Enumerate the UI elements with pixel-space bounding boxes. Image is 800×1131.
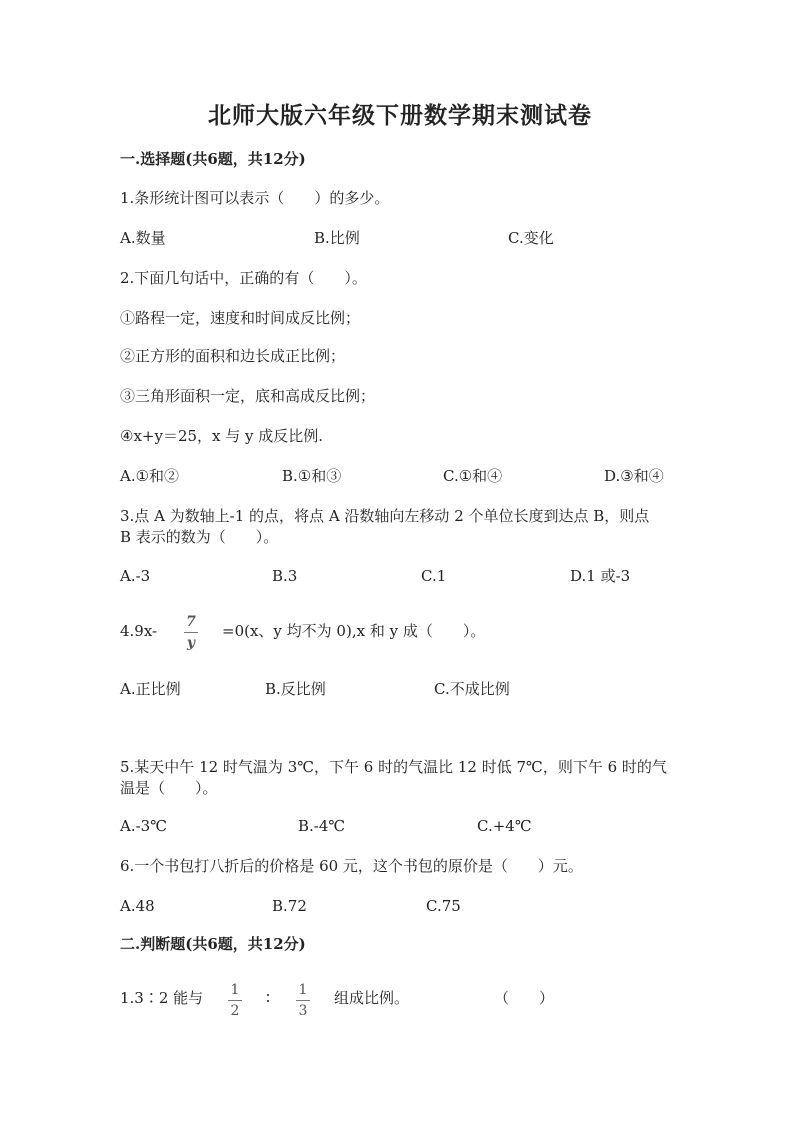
- statement: ①路程一定，速度和时间成反比例；: [120, 309, 361, 327]
- option-a: A.①和②: [120, 467, 180, 485]
- ratio-colon: ∶: [266, 989, 270, 1007]
- option-b: B.反比例: [265, 680, 326, 698]
- option-a: A.-3: [120, 567, 151, 585]
- question-stem-cont: 温是（ ）。: [120, 779, 218, 797]
- option-b: B.72: [272, 897, 307, 915]
- fraction-bar: [228, 1000, 242, 1001]
- fraction-numerator: 7: [186, 614, 196, 630]
- statement: ③三角形面积一定，底和高成反比例；: [120, 387, 376, 405]
- option-b: B.3: [272, 567, 298, 585]
- fraction: [184, 614, 198, 651]
- option-c: C.+4℃: [477, 817, 532, 835]
- fraction-denominator: 2: [230, 1003, 240, 1019]
- option-a: A.-3℃: [120, 817, 167, 835]
- question-stem-cont: 组成比例。: [334, 989, 410, 1007]
- option-a: A.数量: [120, 229, 166, 247]
- fraction-denominator: y: [186, 635, 196, 651]
- option-c: C.变化: [508, 229, 554, 247]
- question-stem: 3.点 A 为数轴上-1 的点，将点 A 沿数轴向左移动 2 个单位长度到达点 B，则点: [120, 507, 650, 525]
- option-a: A.正比例: [120, 680, 181, 698]
- question-stem-cont: =0(x、y 均不为 0),x 和 y 成（ ）。: [222, 622, 486, 640]
- option-c: C.不成比例: [434, 680, 510, 698]
- question-stem-cont: B 表示的数为（ ）。: [120, 528, 279, 546]
- fraction: [296, 982, 310, 1019]
- question-stem: 4.9x-: [120, 622, 158, 640]
- question-stem: 1.条形统计图可以表示（ ）的多少。: [120, 189, 390, 207]
- question-stem: 1.3∶2 能与: [120, 989, 204, 1007]
- question-stem: 2.下面几句话中，正确的有（ ）。: [120, 269, 367, 287]
- question-stem: 5.某天中午 12 时气温为 3℃，下午 6 时的气温比 12 时低 7℃，则下午 6 时的气: [120, 758, 667, 776]
- option-b: B.-4℃: [298, 817, 346, 835]
- statement: ④x+y＝25，x 与 y 成反比例.: [120, 427, 324, 445]
- fraction-bar: [296, 1000, 310, 1001]
- option-d: D.1 或-3: [570, 567, 631, 585]
- option-b: B.①和③: [282, 467, 342, 485]
- option-c: C.①和④: [443, 467, 503, 485]
- fraction-denominator: 3: [298, 1003, 308, 1019]
- option-a: A.48: [120, 897, 155, 915]
- question-stem: 6.一个书包打八折后的价格是 60 元，这个书包的原价是（ ）元。: [120, 857, 583, 875]
- option-c: C.75: [426, 897, 461, 915]
- fraction-numerator: 1: [230, 982, 240, 998]
- section-heading: 二.判断题(共6题，共12分): [120, 935, 306, 953]
- page-title: 北师大版六年级下册数学期末测试卷: [208, 102, 592, 129]
- fraction-bar: [184, 632, 198, 633]
- statement: ②正方形的面积和边长成正比例；: [120, 347, 346, 365]
- option-b: B.比例: [314, 229, 360, 247]
- section-heading: 一.选择题(共6题，共12分): [120, 150, 306, 168]
- option-d: D.③和④: [604, 467, 664, 485]
- option-c: C.1: [421, 567, 447, 585]
- answer-blank: （ ）: [494, 989, 555, 1007]
- fraction: [228, 982, 242, 1019]
- fraction-numerator: 1: [298, 982, 308, 998]
